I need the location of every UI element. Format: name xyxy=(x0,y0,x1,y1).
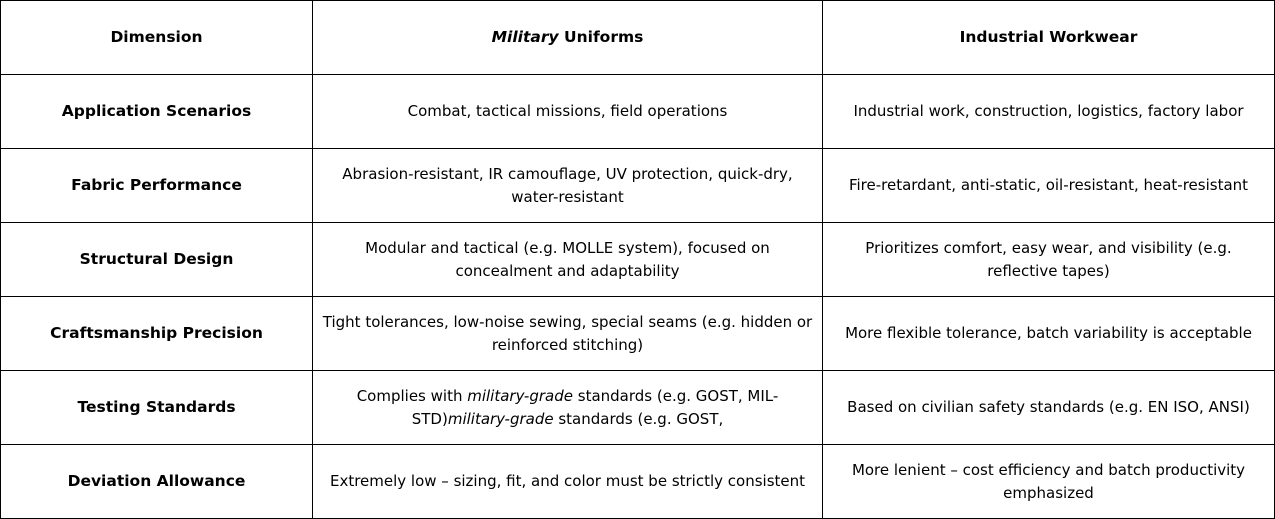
row-dimension: Fabric Performance xyxy=(1,149,313,223)
header-industrial-workwear: Industrial Workwear xyxy=(823,1,1275,75)
row-military xyxy=(313,371,823,445)
header-military-italic: Military xyxy=(491,28,559,46)
header-military-rest: Uniforms xyxy=(558,28,644,46)
row-military: Combat, tactical missions, field operations xyxy=(313,75,823,149)
row-industrial: Industrial work, construction, logistics, factory labor xyxy=(823,75,1275,149)
row-military: Modular and tactical (e.g. MOLLE system), focused on concealment and adaptability xyxy=(313,223,823,297)
row-dimension: Craftsmanship Precision xyxy=(1,297,313,371)
table-row xyxy=(1,371,1275,445)
row-dimension: Structural Design xyxy=(1,223,313,297)
row-military: Abrasion-resistant, IR camouflage, UV protection, quick-dry, water-resistant xyxy=(313,149,823,223)
testing-italic-part: military-grade xyxy=(447,409,554,428)
table-row xyxy=(1,75,1275,149)
testing-text-part: Complies with xyxy=(356,386,468,405)
row-military: Tight tolerances, low-noise sewing, special seams (e.g. hidden or reinforced stitching) xyxy=(313,297,823,371)
table-row xyxy=(1,445,1275,519)
table-row xyxy=(1,149,1275,223)
table-row xyxy=(1,297,1275,371)
testing-italic-part: military-grade xyxy=(467,386,573,405)
row-industrial: More lenient – cost efficiency and batch productivity emphasized xyxy=(823,445,1275,519)
testing-text-part: standards (e.g. GOST, MIL-STD) xyxy=(411,386,779,428)
row-dimension: Deviation Allowance xyxy=(1,445,313,519)
row-dimension: Testing Standards xyxy=(1,371,313,445)
row-industrial: Prioritizes comfort, easy wear, and visibility (e.g. reflective tapes) xyxy=(823,223,1275,297)
table-row xyxy=(1,223,1275,297)
row-military: Extremely low – sizing, fit, and color must be strictly consistent xyxy=(313,445,823,519)
table-header-row xyxy=(1,1,1275,75)
testing-text-part: standards (e.g. GOST, xyxy=(553,409,724,428)
header-dimension: Dimension xyxy=(1,1,313,75)
row-dimension: Application Scenarios xyxy=(1,75,313,149)
header-military-uniforms xyxy=(313,1,823,75)
row-industrial: Fire-retardant, anti-static, oil-resistant, heat-resistant xyxy=(823,149,1275,223)
row-industrial: More flexible tolerance, batch variability is acceptable xyxy=(823,297,1275,371)
row-industrial: Based on civilian safety standards (e.g. EN ISO, ANSI) xyxy=(823,371,1275,445)
